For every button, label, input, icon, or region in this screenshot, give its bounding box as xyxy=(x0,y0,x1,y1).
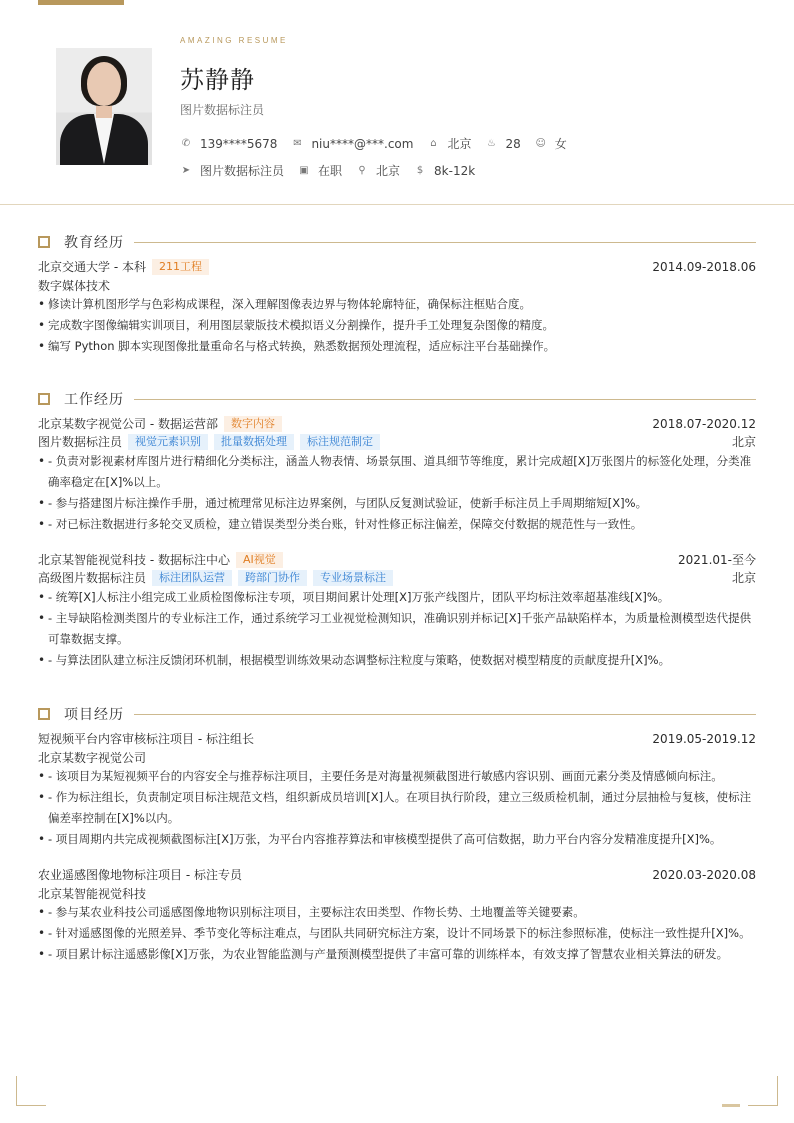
section-marker-icon xyxy=(38,708,50,720)
info-item xyxy=(180,162,284,179)
info-text: 8k-12k xyxy=(434,163,476,178)
project-header xyxy=(38,867,756,883)
school-tag: 211工程 xyxy=(152,259,209,275)
profile-photo xyxy=(56,48,152,165)
info-item xyxy=(356,162,400,179)
bottom-accent-mark xyxy=(722,1104,740,1107)
company-name: 北京某智能视觉科技 - 数据标注中心 xyxy=(38,553,230,567)
bullet-item: • - 负责对影视素材库图片进行精细化分类标注，涵盖人物表情、场景氛围、道具细节等维度，累计完成超[X]万张图片的标签化处理，分类准确率稳定在[X]%以上。 xyxy=(38,451,760,493)
project-header xyxy=(38,731,756,747)
candidate-name: 苏静静 xyxy=(180,66,255,94)
job-intent-row xyxy=(180,162,489,179)
section-title: 工作经历 xyxy=(64,392,124,408)
info-item xyxy=(291,137,413,151)
skill-tag: 标注规范制定 xyxy=(300,434,380,450)
info-text: 28 xyxy=(505,136,521,151)
info-item xyxy=(535,135,567,152)
job-position: 图片数据标注员 xyxy=(38,435,123,449)
job-header xyxy=(38,552,756,568)
skill-tag: 专业场景标注 xyxy=(313,570,393,586)
company-name: 北京某数字视觉公司 - 数据运营部 xyxy=(38,417,218,431)
company-tag: 数字内容 xyxy=(224,416,282,432)
job-bullets xyxy=(38,587,760,671)
bullet-item: • - 针对遥感图像的光照差异、季节变化等标注难点，与团队共同研究标注方案，设计不同场景下的标注参照标准，使标注一致性提升[X]%。 xyxy=(38,923,760,944)
section-rule xyxy=(134,242,756,243)
bullet-item: • - 该项目为某短视频平台的内容安全与推荐标注项目，主要任务是对海量视频截图进行敏感内容识别、画面元素分类及情感倾向标注。 xyxy=(38,766,760,787)
bullet-item: • - 对已标注数据进行多轮交叉质检，建立错误类型分类台账，针对性修正标注偏差，保障交付数据的规范性与一致性。 xyxy=(38,514,760,535)
school-name: 北京交通大学 - 本科 xyxy=(38,260,146,274)
send-icon: ➤ xyxy=(181,165,191,176)
skill-tag: 视觉元素识别 xyxy=(128,434,208,450)
section-rule xyxy=(134,714,756,715)
info-text: 女 xyxy=(554,137,567,151)
phone-icon: ✆ xyxy=(181,138,191,149)
briefcase-icon: ▣ xyxy=(299,165,309,176)
job-subheader xyxy=(38,570,756,586)
section-marker-icon xyxy=(38,393,50,405)
location-icon: ⚲ xyxy=(358,165,366,176)
bullet-item: • 修读计算机图形学与色彩构成课程，深入理解图像表边界与物体轮廓特征，确保标注框贴合度。 xyxy=(38,294,760,315)
education-header xyxy=(38,259,756,275)
bullet-item: • - 参与搭建图片标注操作手册，通过梳理常见标注边界案例，与团队反复测试验证，使新手标注员上手周期缩短[X]%。 xyxy=(38,493,760,514)
home-icon: ⌂ xyxy=(430,138,437,149)
education-date: 2014.09-2018.06 xyxy=(652,260,756,274)
bullet-item: • - 项目累计标注遥感影像[X]万张，为农业智能监测与产量预测模型提供了丰富可靠的训练样本，有效支撑了智慧农业相关算法的研发。 xyxy=(38,944,760,965)
mail-icon: ✉ xyxy=(293,138,302,149)
project-org: 北京某智能视觉科技 xyxy=(38,887,147,901)
corner-ornament xyxy=(16,1076,46,1106)
info-item xyxy=(180,137,277,151)
resume-tagline: AMAZING RESUME xyxy=(180,36,288,45)
project-date: 2020.03-2020.08 xyxy=(652,868,756,882)
info-text: niu****@***.com xyxy=(311,136,414,151)
education-bullets xyxy=(38,294,760,357)
section-rule xyxy=(134,399,756,400)
info-item xyxy=(298,162,342,179)
section-projects xyxy=(38,704,756,724)
section-title: 项目经历 xyxy=(64,707,124,723)
bullet-item: • 编写 Python 脚本实现图像批量重命名与格式转换，熟悉数据预处理流程，适应标注平台基础操作。 xyxy=(38,336,760,357)
company-tag: AI视觉 xyxy=(236,552,283,568)
bullet-item: • - 与算法团队建立标注反馈闭环机制，根据模型训练效果动态调整标注粒度与策略，使数据对模型精度的贡献度提升[X]%。 xyxy=(38,650,760,671)
skill-tag: 跨部门协作 xyxy=(238,570,307,586)
info-text: 图片数据标注员 xyxy=(200,164,285,178)
project-bullets xyxy=(38,902,760,965)
info-item xyxy=(485,137,520,151)
info-text: 北京 xyxy=(376,164,401,178)
project-name: 农业遥感图像地物标注项目 - 标注专员 xyxy=(38,868,242,882)
job-position: 高级图片数据标注员 xyxy=(38,571,147,585)
bullet-item: • - 统筹[X]人标注小组完成工业质检图像标注专项，项目期间累计处理[X]万张产线图片，团队平均标注效率超基准线[X]%。 xyxy=(38,587,760,608)
job-subheader xyxy=(38,434,756,450)
skill-tag: 标注团队运营 xyxy=(152,570,232,586)
job-header xyxy=(38,416,756,432)
project-name: 短视频平台内容审核标注项目 - 标注组长 xyxy=(38,732,254,746)
bullet-item: • - 项目周期内共完成视频截图标注[X]万张，为平台内容推荐算法和审核模型提供了高可信数据，助力平台内容分发精准度提升[X]%。 xyxy=(38,829,760,850)
section-work xyxy=(38,389,756,409)
info-text: 在职 xyxy=(318,164,343,178)
bullet-item: • - 主导缺陷检测类图片的专业标注工作，通过系统学习工业视觉检测知识，准确识别并标记[X]千张产品缺陷样本，为质量检测模型迭代提供可靠数据支撑。 xyxy=(38,608,760,650)
gender-icon: ☺ xyxy=(535,138,546,149)
bullet-item: • 完成数字图像编辑实训项目，利用图层蒙版技术模拟语义分割操作，提升手工处理复杂图像的精度。 xyxy=(38,315,760,336)
info-text: 139****5678 xyxy=(200,136,278,151)
bullet-item: • - 作为标注组长，负责制定项目标注规范文档，组织新成员培训[X]人。在项目执行阶段，建立三级质检机制，通过分层抽检与复核，使标注偏差率控制在[X]%以内。 xyxy=(38,787,760,829)
bullet-item: • - 参与某农业科技公司遥感图像地物识别标注项目，主要标注农田类型、作物长势、土地覆盖等关键要素。 xyxy=(38,902,760,923)
job-bullets xyxy=(38,451,760,535)
education-major: 数字媒体技术 xyxy=(38,279,111,293)
top-accent-bar xyxy=(38,0,124,5)
project-date: 2019.05-2019.12 xyxy=(652,732,756,746)
salary-icon: $ xyxy=(416,165,424,176)
candidate-role: 图片数据标注员 xyxy=(180,103,265,117)
section-education xyxy=(38,232,756,252)
section-marker-icon xyxy=(38,236,50,248)
cake-icon: ♨ xyxy=(486,138,496,149)
job-city: 北京 xyxy=(731,571,756,585)
project-org: 北京某数字视觉公司 xyxy=(38,751,147,765)
project-bullets xyxy=(38,766,760,850)
info-item xyxy=(414,164,475,178)
corner-ornament xyxy=(748,1076,778,1106)
info-text: 北京 xyxy=(447,137,472,151)
header-divider xyxy=(0,204,794,205)
job-city: 北京 xyxy=(731,435,756,449)
job-date: 2018.07-2020.12 xyxy=(652,417,756,431)
contact-info-row xyxy=(180,135,581,152)
section-title: 教育经历 xyxy=(64,235,124,251)
skill-tag: 批量数据处理 xyxy=(214,434,294,450)
job-date: 2021.01-至今 xyxy=(678,553,756,567)
info-item xyxy=(427,135,471,152)
